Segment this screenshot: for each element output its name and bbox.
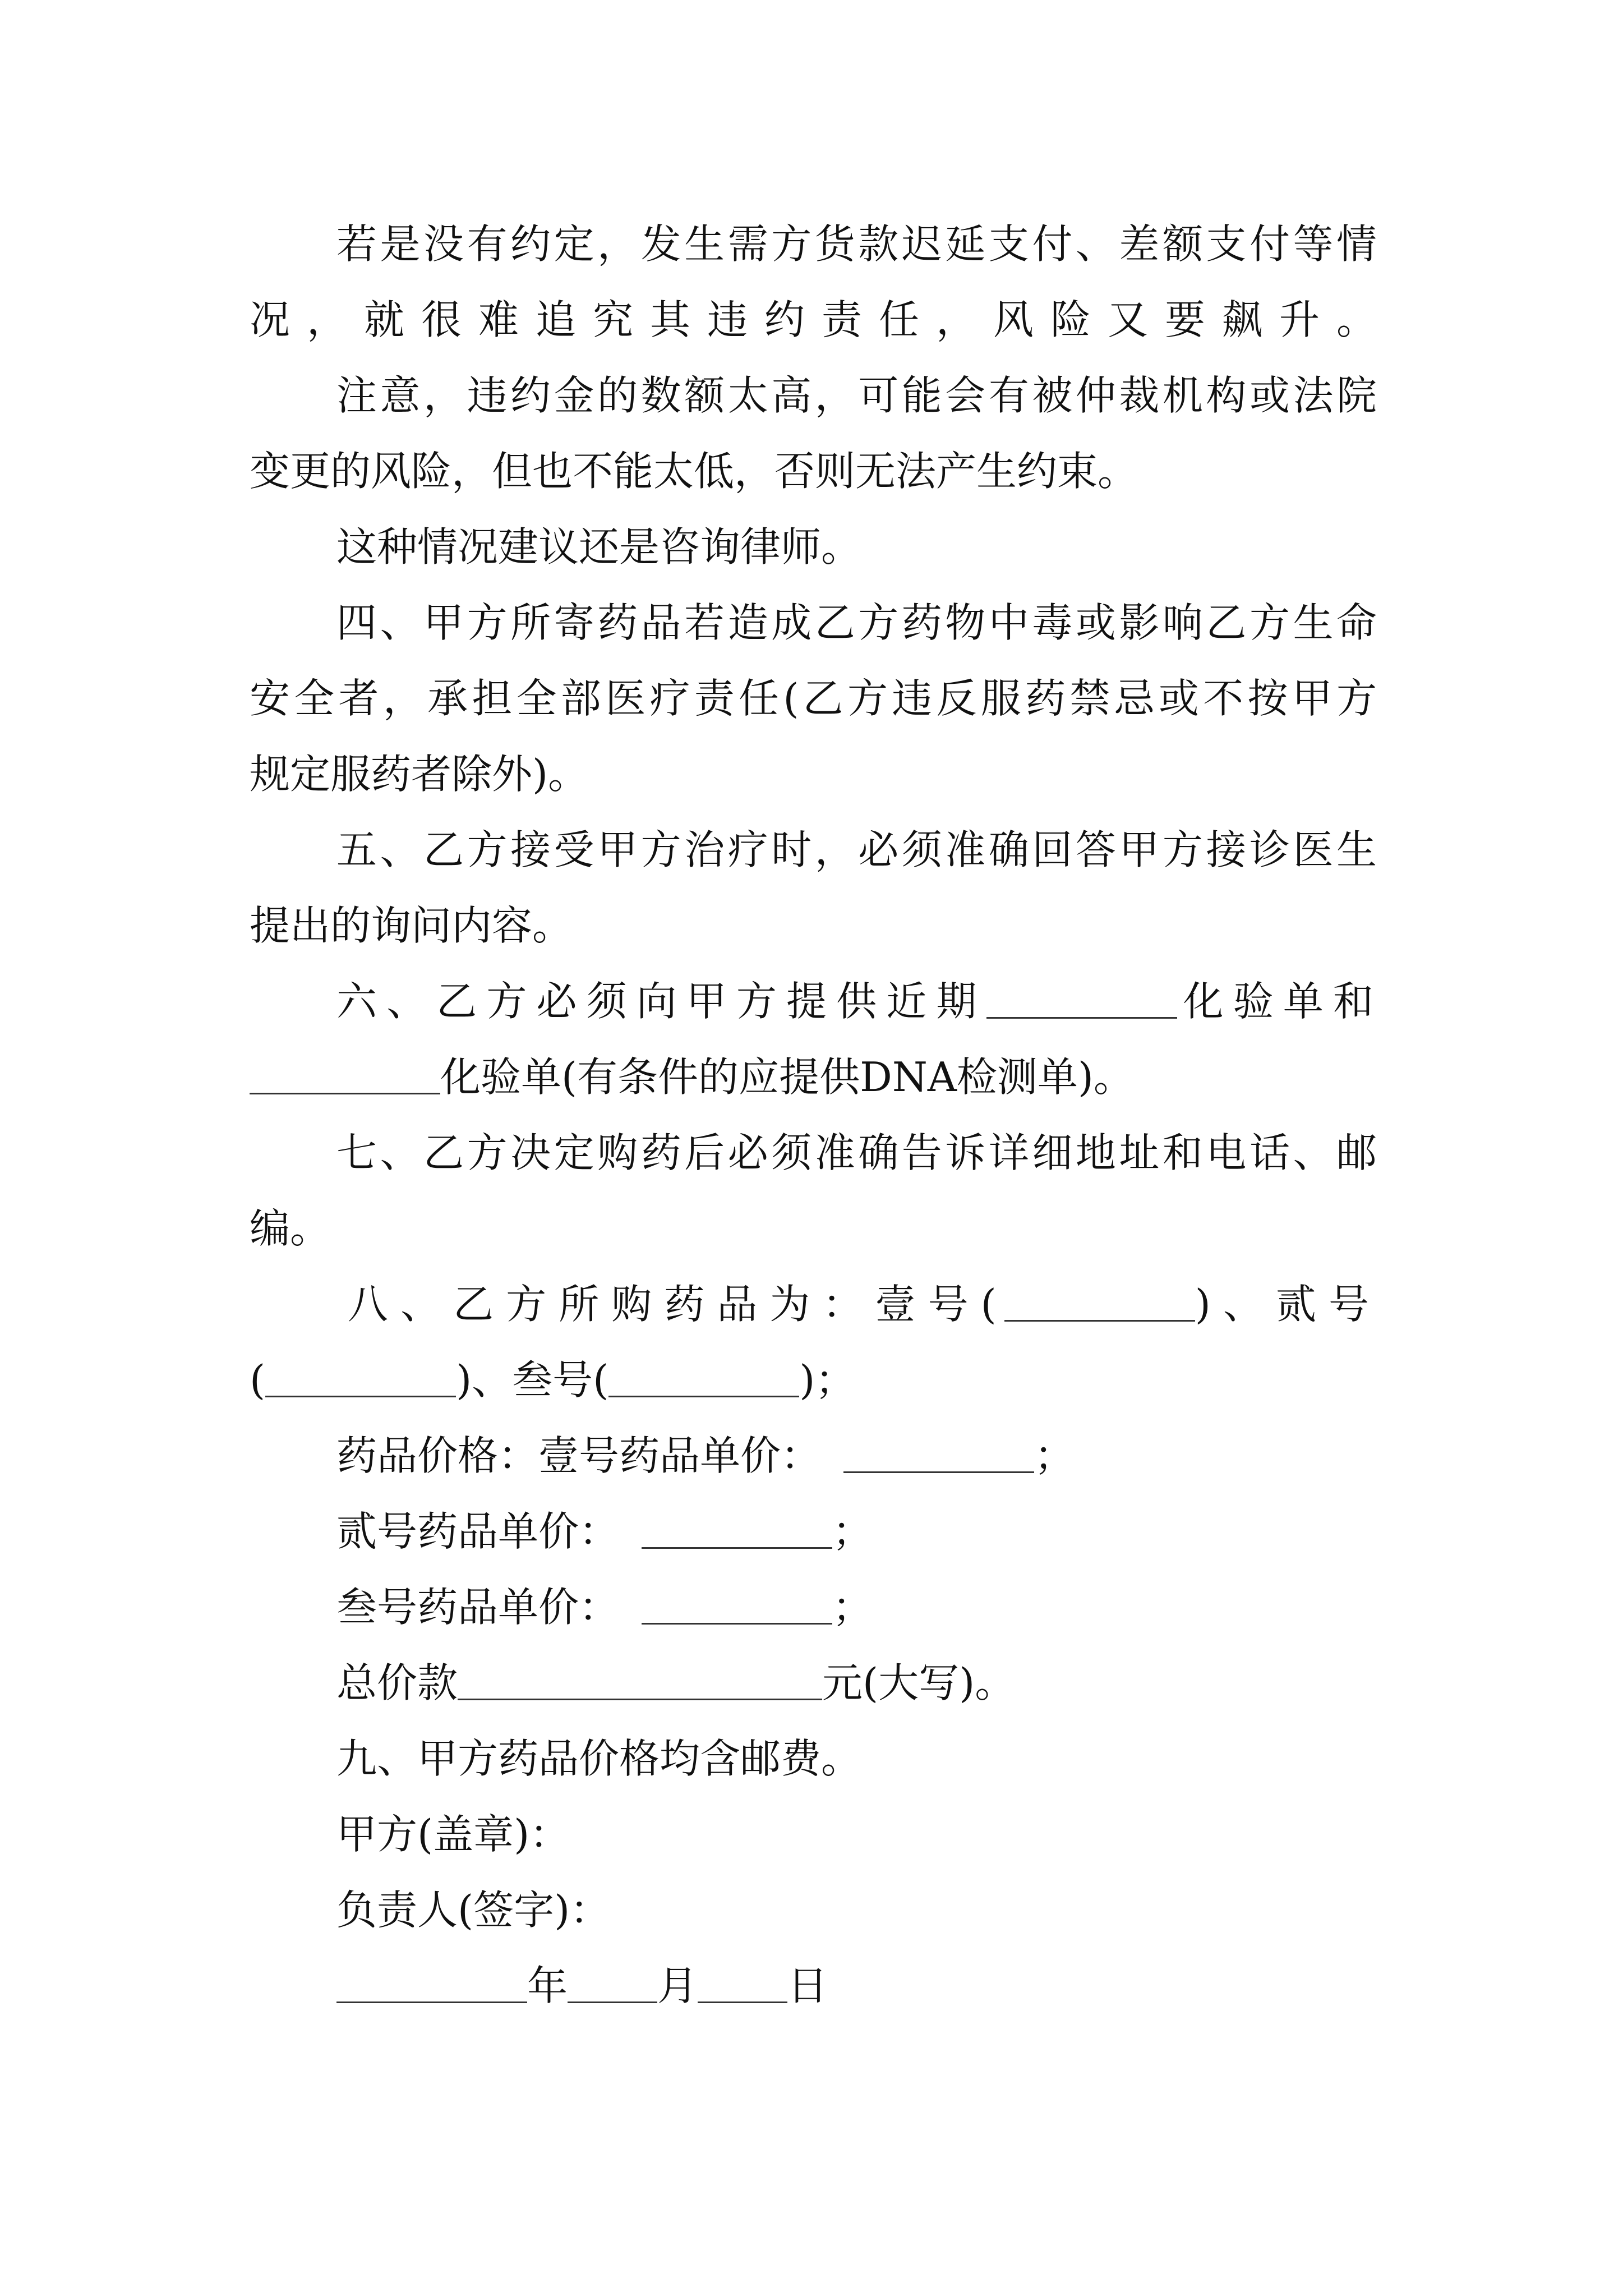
paragraph-line: 这种情况建议还是咨询律师。	[336, 523, 862, 570]
text-span: 年	[527, 1962, 568, 2009]
paragraph-line: 安全者，承担全部医疗责任(乙方违反服药禁忌或不按甲方	[250, 675, 1377, 722]
text-span: ；	[832, 1508, 873, 1555]
text-span: )、贰号	[1195, 1281, 1377, 1328]
text-span: )；	[799, 1356, 856, 1404]
signature-label: 甲方(盖章)：	[336, 1811, 570, 1858]
text-span: 化验单(有条件的应提供DNA检测单)。	[440, 1053, 1134, 1101]
fill-in-blank[interactable]	[642, 1584, 832, 1625]
fill-in-blank[interactable]	[458, 1659, 822, 1700]
signature-label: 负责人(签字)：	[336, 1887, 611, 1934]
fill-in-blank[interactable]	[608, 1356, 799, 1397]
fill-in-blank[interactable]	[265, 1356, 456, 1397]
text-span: 日	[787, 1962, 828, 2009]
text-span: 叁号药品单价：	[336, 1584, 620, 1631]
text-span: )、叁号(	[456, 1356, 609, 1404]
fill-in-blank[interactable]	[843, 1432, 1034, 1473]
day-blank[interactable]	[698, 1962, 787, 2003]
paragraph-line: 变更的风险，但也不能太低，否则无法产生约束。	[250, 448, 1138, 495]
text-span: 贰号药品单价：	[336, 1508, 620, 1555]
fill-in-blank[interactable]	[642, 1508, 832, 1549]
paragraph-line: 编。	[250, 1205, 331, 1252]
paragraph-line	[336, 1419, 1377, 1492]
fill-in-blank[interactable]	[1004, 1281, 1195, 1322]
paragraph-line: 四、甲方所寄药品若造成乙方药物中毒或影响乙方生命	[336, 599, 1377, 646]
paragraph-line	[336, 1495, 1377, 1568]
paragraph-line: 若是没有约定，发生需方货款迟延支付、差额支付等情	[336, 220, 1377, 268]
fill-in-blank[interactable]	[986, 978, 1177, 1019]
paragraph-line: 七、乙方决定购药后必须准确告诉详细地址和电话、邮	[336, 1129, 1377, 1176]
text-span: ；	[1034, 1432, 1075, 1479]
paragraph-line	[336, 1571, 1377, 1644]
paragraph-line	[336, 1646, 1377, 1719]
paragraph-line	[348, 1268, 1377, 1341]
text-span: 月	[657, 1962, 698, 2009]
text-span: 药品价格：壹号药品单价：	[336, 1432, 822, 1479]
paragraph-line: 况，就很难追究其违约责任，风险又要飙升。	[250, 296, 1377, 343]
text-span: 化验单和	[1177, 978, 1377, 1025]
text-span: 六、乙方必须向甲方提供近期	[336, 978, 986, 1025]
text-span: ；	[832, 1584, 873, 1631]
text-span: 八、乙方所购药品为：壹号(	[348, 1281, 1004, 1328]
text-span: (	[250, 1356, 266, 1404]
paragraph-line: 注意，违约金的数额太高，可能会有被仲裁机构或法院	[336, 372, 1377, 419]
fill-in-blank[interactable]	[250, 1053, 440, 1094]
text-span: 总价款	[336, 1659, 458, 1706]
paragraph-line	[250, 1041, 1377, 1114]
paragraph-line: 九、甲方药品价格均含邮费。	[336, 1735, 862, 1782]
paragraph-line: 规定服药者除外)。	[250, 751, 589, 798]
date-line	[336, 1949, 1377, 2022]
paragraph-line	[250, 1343, 1377, 1416]
paragraph-line: 提出的询问内容。	[250, 902, 573, 949]
paragraph-line: 五、乙方接受甲方治疗时，必须准确回答甲方接诊医生	[336, 826, 1377, 873]
paragraph-line	[336, 965, 1377, 1038]
text-span: 元(大写)。	[822, 1659, 1016, 1706]
month-blank[interactable]	[568, 1962, 657, 2003]
year-blank[interactable]	[336, 1962, 527, 2003]
